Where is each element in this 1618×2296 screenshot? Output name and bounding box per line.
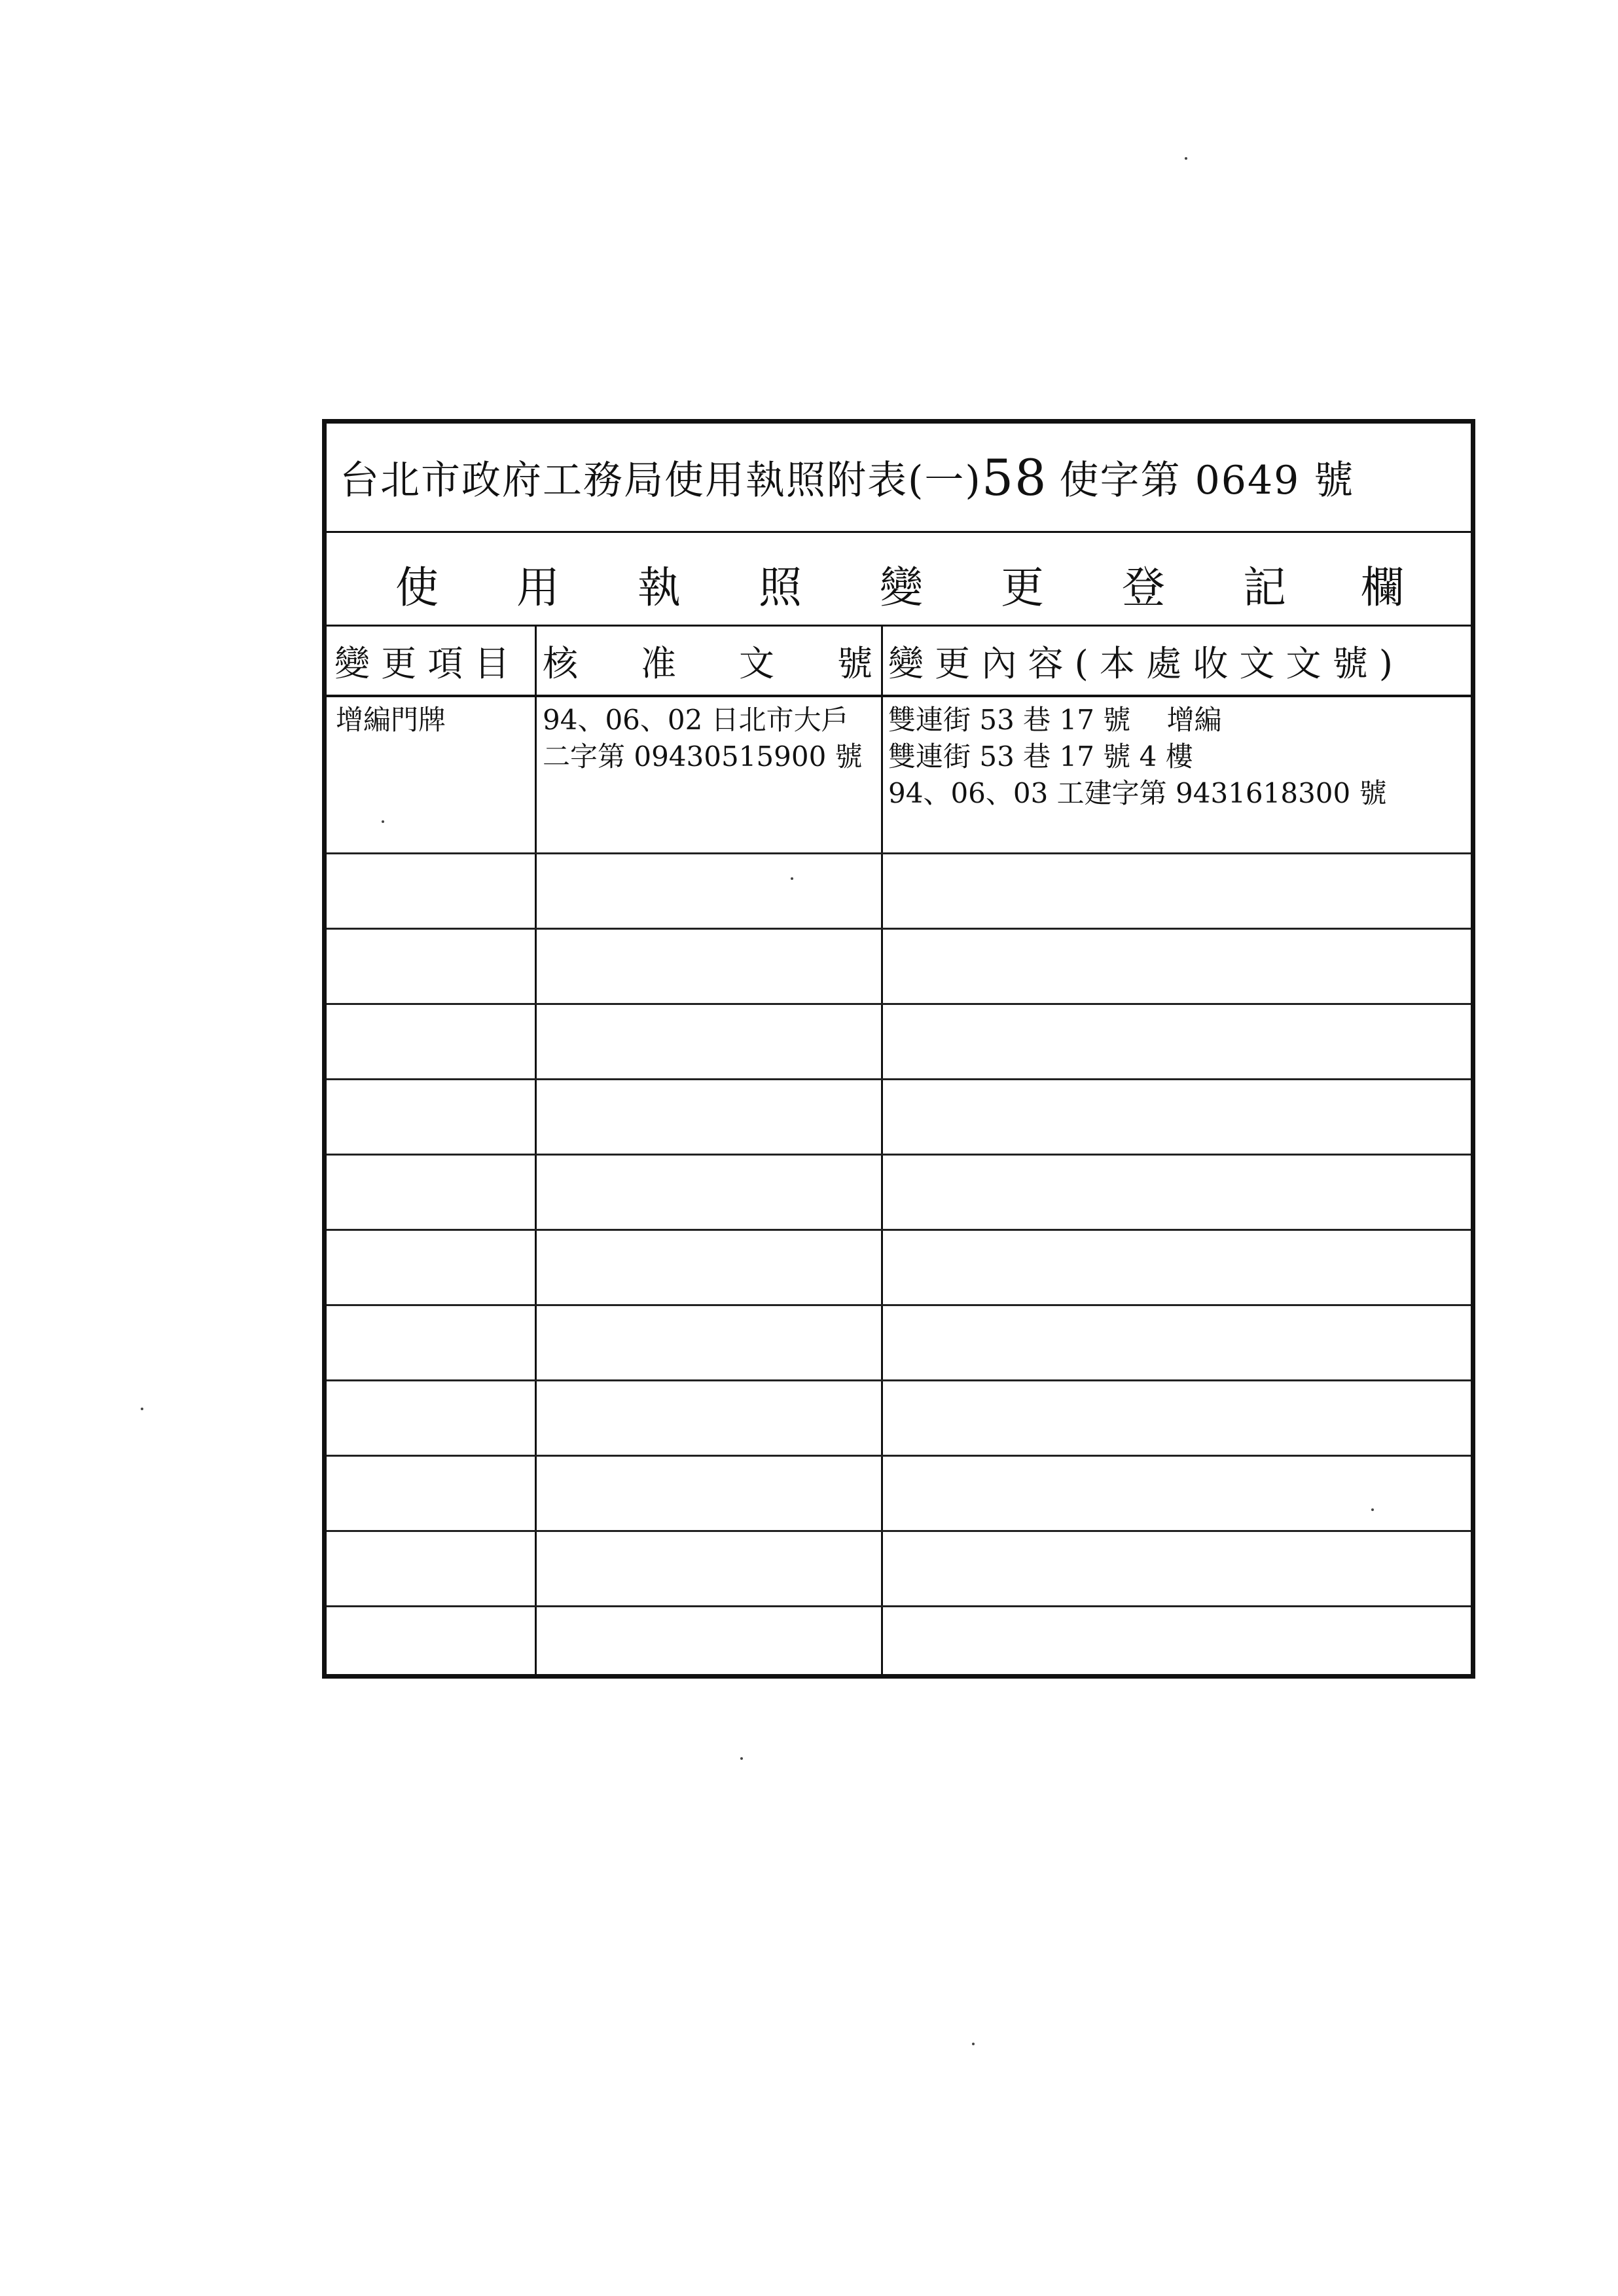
section-heading: [327, 533, 1471, 627]
scan-speck: [1371, 1508, 1374, 1511]
scan-speck: [1185, 157, 1187, 160]
row-separator: [327, 1229, 1471, 1231]
section-char: 照: [759, 562, 802, 613]
registration-form: [322, 419, 1475, 1679]
row-separator: [327, 1304, 1471, 1306]
scan-speck: [972, 2043, 975, 2045]
title-suffix: 使字第 0649 號: [1059, 458, 1355, 503]
title-prefix: 台北市政府工務局使用執照附表(一): [340, 458, 982, 503]
section-char: 變: [880, 562, 923, 613]
entry-approval-line1: 94、06、02 日北市大戶: [543, 704, 849, 736]
scan-speck: [141, 1408, 143, 1410]
section-char: 使: [395, 562, 439, 613]
header-change-content: 變 更 內 容 ( 本 處 收 文 文 號 ): [888, 642, 1393, 684]
row-separator: [327, 1455, 1471, 1457]
scan-speck: [740, 1757, 743, 1760]
section-char: 執: [638, 562, 681, 613]
section-char: 欄: [1361, 562, 1404, 613]
entry-content-line3: 94、06、03 工建字第 9431618300 號: [888, 777, 1387, 809]
column-divider: [535, 627, 537, 1679]
row-separator: [327, 1530, 1471, 1532]
row-separator: [327, 1078, 1471, 1080]
header-approval-number: 核 准 文 號: [543, 642, 872, 684]
section-char: 更: [1001, 562, 1044, 613]
section-char: 用: [516, 562, 560, 613]
entry-content-line1: 雙連街 53 巷 17 號 增編: [888, 704, 1222, 736]
title-number: 58: [981, 448, 1048, 507]
column-divider: [881, 627, 883, 1679]
scan-speck: [382, 820, 384, 823]
row-separator: [327, 1605, 1471, 1607]
header-change-item: 變 更 項 目: [334, 642, 510, 684]
form-title: [327, 424, 1471, 533]
entry-content-line2: 雙連街 53 巷 17 號 4 樓: [888, 740, 1193, 773]
table-header: [327, 627, 1471, 697]
entry-approval-line2: 二字第 09430515900 號: [543, 740, 863, 773]
entry-item: 增編門牌: [336, 704, 446, 736]
row-separator: [327, 928, 1471, 930]
row-separator: [327, 1154, 1471, 1156]
row-separator: [327, 1003, 1471, 1005]
section-char: 記: [1243, 562, 1286, 613]
row-separator: [327, 1379, 1471, 1381]
section-char: 登: [1122, 562, 1165, 613]
scan-speck: [791, 877, 793, 880]
row-separator: [327, 852, 1471, 854]
